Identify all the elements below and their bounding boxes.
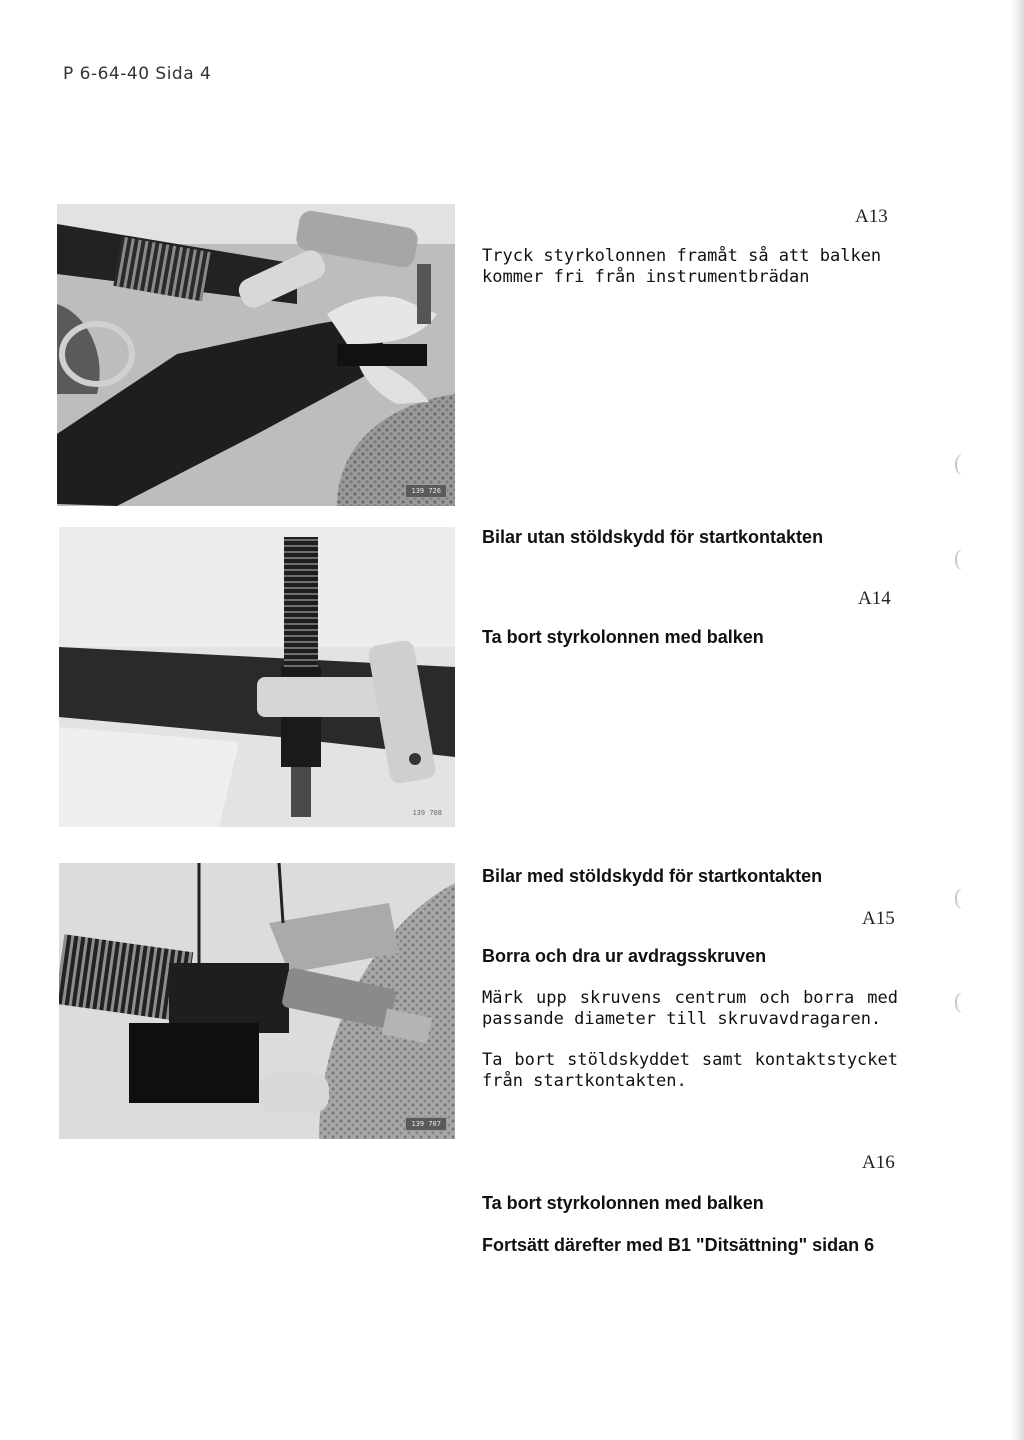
- photo-a14-image: [59, 527, 455, 827]
- photo-a13-image: [57, 204, 455, 506]
- a15-paragraph-2: Ta bort stöldskyddet samt kontaktstycket från startkontakten.: [482, 1050, 898, 1091]
- page-reference: P 6-64-40 Sida 4: [63, 64, 212, 84]
- figure-label-a14: A14: [858, 588, 891, 609]
- photo-a15-image: [59, 863, 455, 1139]
- a15-heading: Bilar med stöldskydd för startkontakten: [482, 866, 823, 886]
- figure-label-a13: A13: [855, 206, 888, 227]
- margin-mark: (: [954, 884, 962, 909]
- a13-instruction: Tryck styrkolonnen framåt så att balken kommer fri från instrumentbrädan: [482, 246, 882, 287]
- a15-step-title: Borra och dra ur avdragsskruven: [482, 946, 767, 966]
- margin-mark: (: [954, 545, 962, 570]
- a15-paragraph-1: Märk upp skruvens centrum och borra med passande diameter till skruvavdragaren.: [482, 988, 898, 1029]
- margin-mark: (: [954, 988, 962, 1013]
- photo-number-a15: 139 707: [405, 1117, 447, 1131]
- photo-number-a14: 139 708: [412, 809, 442, 817]
- a14-heading: Bilar utan stöldskydd för startkontakten: [482, 527, 824, 547]
- margin-mark: (: [954, 450, 962, 475]
- photo-a14: [59, 527, 455, 827]
- photo-a13: [57, 204, 455, 506]
- scan-edge: [1010, 0, 1024, 1440]
- a14-instruction: Ta bort styrkolonnen med balken: [482, 627, 764, 647]
- photo-number-a13: 139 726: [405, 484, 447, 498]
- photo-a15: [59, 863, 455, 1139]
- a16-continue-note: Fortsätt därefter med B1 "Ditsättning" sidan 6: [482, 1235, 875, 1255]
- figure-label-a15: A15: [862, 908, 895, 929]
- figure-label-a16: A16: [862, 1152, 895, 1173]
- a16-instruction: Ta bort styrkolonnen med balken: [482, 1193, 764, 1213]
